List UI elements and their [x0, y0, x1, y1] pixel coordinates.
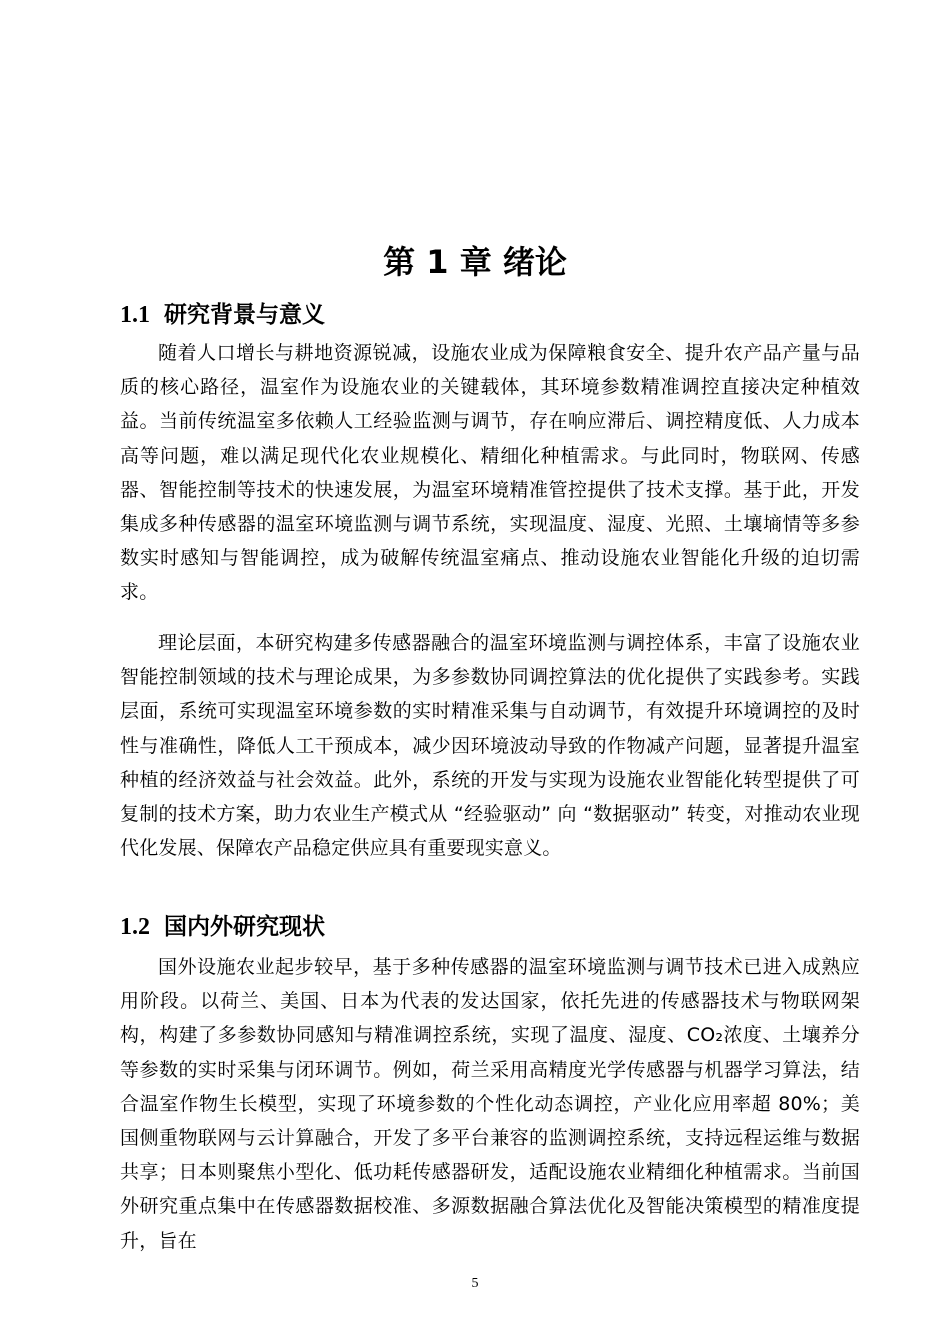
section-heading-1-1	[120, 298, 325, 332]
page-number: 5	[471, 1276, 479, 1291]
section-number: 1.2	[120, 914, 150, 940]
section-heading-1-2	[120, 910, 325, 944]
section-number: 1.1	[120, 302, 150, 328]
paragraph-background: 随着人口增长与耕地资源锐减，设施农业成为保障粮食安全、提升农产品产量与品质的核心路径，温室作为设施农业的关键载体，其环境参数精准调控直接决定种植效益。当前传统温室多依赖人工经验监测与调节，存在响应滞后、调控精度低、人力成本高等问题，难以满足现代化农业规模化、精细化种植需求。与此同时，物联网、传感器、智能控制等技术的快速发展，为温室环境精准管控提供了技术支撑。基于此，开发集成多种传感器的温室环境监测与调节系统，实现温度、湿度、光照、土壤墒情等多参数实时感知与智能调控，成为破解传统温室痛点、推动设施农业智能化升级的迫切需求。	[120, 342, 860, 604]
section-title-text: 研究背景与意义	[164, 302, 325, 328]
paragraph-foreign-research: 国外设施农业起步较早，基于多种传感器的温室环境监测与调节技术已进入成熟应用阶段。以荷兰、美国、日本为代表的发达国家，依托先进的传感器技术与物联网架构，构建了多参数协同感知与精准调控系统，实现了温度、湿度、CO₂浓度、土壤养分等参数的实时采集与闭环调节。例如，荷兰采用高精度光学传感器与机器学习算法，结合温室作物生长模型，实现了环境参数的个性化动态调控，产业化应用率超 80%；美国侧重物联网与云计算融合，开发了多平台兼容的监测调控系统，支持远程运维与数据共享；日本则聚焦小型化、低功耗传感器研发，适配设施农业精细化种植需求。当前国外研究重点集中在传感器数据校准、多源数据融合算法优化及智能决策模型的精准度提升，旨在	[120, 956, 860, 1252]
section-title-text: 国内外研究现状	[164, 914, 325, 940]
chapter-title: 第 1 章 绪论	[383, 243, 567, 281]
paragraph-significance: 理论层面，本研究构建多传感器融合的温室环境监测与调控体系，丰富了设施农业智能控制领域的技术与理论成果，为多参数协同调控算法的优化提供了实践参考。实践层面，系统可实现温室环境参数的实时精准采集与自动调节，有效提升环境调控的及时性与准确性，降低人工干预成本，减少因环境波动导致的作物减产问题，显著提升温室种植的经济效益与社会效益。此外，系统的开发与实现为设施农业智能化转型提供了可复制的技术方案，助力农业生产模式从 “经验驱动” 向 “数据驱动” 转变，对推动农业现代化发展、保障农产品稳定供应具有重要现实意义。	[120, 632, 860, 860]
